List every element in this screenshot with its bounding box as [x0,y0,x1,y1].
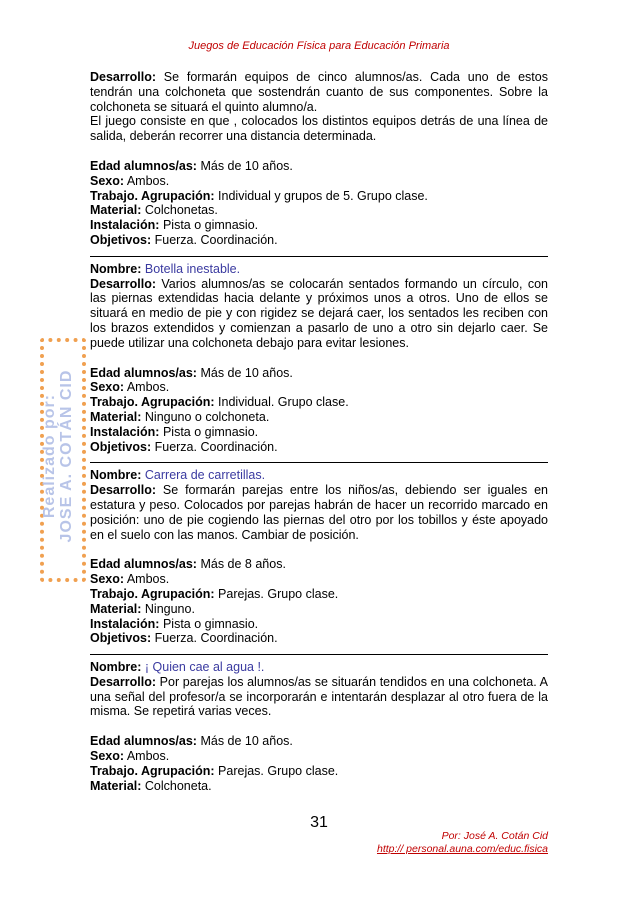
section-divider [90,654,548,655]
section-divider [90,256,548,257]
game-1-sexo: Sexo: Ambos. [90,380,170,395]
intro-desarrollo-2: El juego consiste en que , colocados los distintos equipos detrás de una línea de salida, deberán recorrer una distancia determinada. [90,114,548,144]
game-1-nombre: Nombre: Botella inestable. [90,261,241,276]
game-2-trabajo: Trabajo. Agrupación: Parejas. Grupo clase. [90,586,339,601]
game-2-instalacion: Instalación: Pista o gimnasio. [90,616,259,631]
game-2-edad: Edad alumnos/as: Más de 8 años. [90,557,286,572]
footer-link[interactable]: http:// personal.auna.com/educ.fisica [376,843,548,855]
game-2-nombre: Nombre: Carrera de carretillas. [90,468,266,483]
game-2-objetivos: Objetivos: Fuerza. Coordinación. [90,631,278,646]
game-3-material: Material: Colchoneta. [90,778,212,793]
intro-instalacion: Instalación: Pista o gimnasio. [90,218,259,233]
intro-material: Material: Colchonetas. [90,203,218,218]
intro-sexo: Sexo: Ambos. [90,173,170,188]
game-2-sexo: Sexo: Ambos. [90,572,170,587]
game-1-trabajo: Trabajo. Agrupación: Individual. Grupo clase. [90,395,349,410]
game-1-material: Material: Ninguno o colchoneta. [90,409,270,424]
footer-author: Por: José A. Cotán Cid [441,830,548,842]
game-3-nombre: Nombre: ¡ Quien cae al agua !. [90,660,265,675]
author-stamp [41,370,75,543]
stamp-line-2: JOSE A. COTÁN CID [58,369,75,543]
game-2-material: Material: Ninguno. [90,601,195,616]
game-1-edad: Edad alumnos/as: Más de 10 años. [90,365,293,380]
intro-desarrollo: Desarrollo: Se formarán equipos de cinco alumnos/as. Cada uno de estos tendrán una colchoneta que sostendrán cuanto de sus componentes. Sobre la colchoneta se situará el quinto alumno/a. [90,70,548,114]
game-2-desarrollo: Desarrollo: Se formarán parejas entre los niños/as, debiendo ser iguales en estatura y peso. Colocados por parejas habrán de hacer un recorrido marcado en posición: uno de pie cogiendo las piernas del otro por los tobillos y éste apoyado en el suelo con las manos. Cambiar de posición. [90,483,548,542]
intro-trabajo: Trabajo. Agrupación: Individual y grupos de 5. Grupo clase. [90,188,428,203]
footer [377,830,548,856]
game-1-instalacion: Instalación: Pista o gimnasio. [90,424,259,439]
intro-edad: Edad alumnos/as: Más de 10 años. [90,158,293,173]
page-number: 31 [310,814,328,831]
game-3-edad: Edad alumnos/as: Más de 10 años. [90,734,293,749]
intro-objetivos: Objetivos: Fuerza. Coordinación. [90,232,278,247]
game-1-objetivos: Objetivos: Fuerza. Coordinación. [90,439,278,454]
game-1-desarrollo: Desarrollo: Varios alumnos/as se colocarán sentados formando un círculo, con las piernas extendidas hacia delante y próximos unos a otros. Uno de ellos se situará en medio de pie y con rigidez se dejará caer, los sentados les reciben con los brazos extendidos y comienzan a pasarlo de uno a otro sin dejarlo caer. Se puede utilizar una colchoneta debajo para evitar lesiones. [90,276,548,350]
page-body [90,70,548,793]
game-3-trabajo: Trabajo. Agrupación: Parejas. Grupo clase. [90,763,339,778]
game-3-desarrollo: Desarrollo: Por parejas los alumnos/as se situarán tendidos en una colchoneta. A una señal del profesor/a se incorporarán e intentarán desplazar al otro fuera de la misma. Se repetirá varias veces. [90,674,548,719]
stamp-line-1: Realizado por: [41,393,58,519]
document-header: Juegos de Educación Física para Educación Primaria [188,40,450,52]
game-3-sexo: Sexo: Ambos. [90,749,170,764]
section-divider [90,462,548,463]
